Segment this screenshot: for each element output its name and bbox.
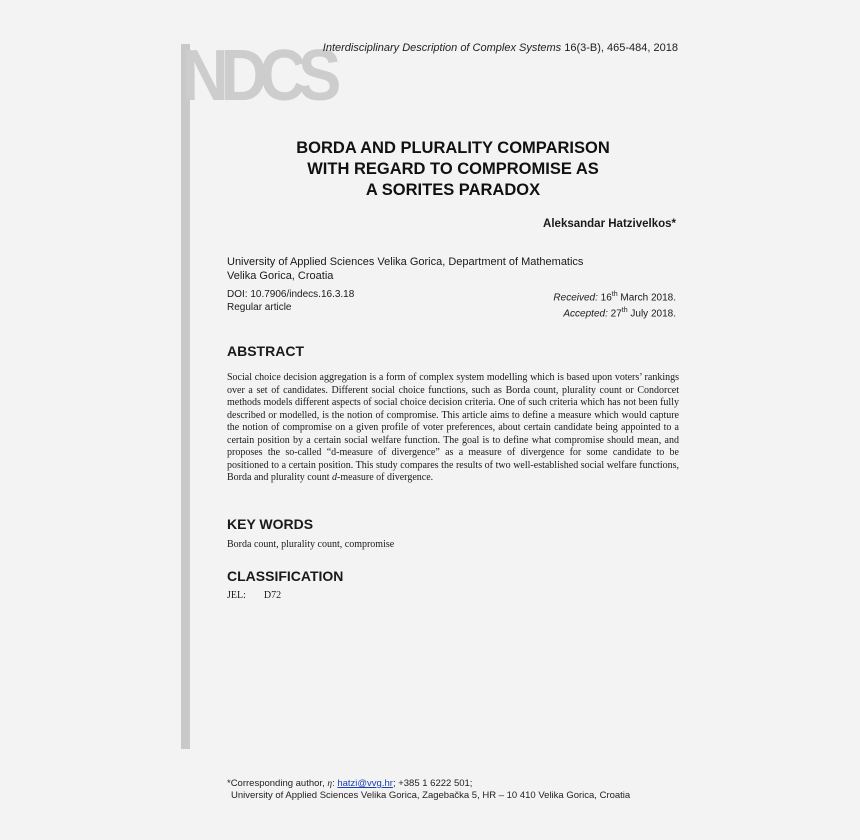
footnote-line-2: University of Applied Sciences Velika Gorica, Zagebačka 5, HR – 10 410 Velika Gorica, Croatia bbox=[231, 790, 631, 801]
abstract-body: Social choice decision aggregation is a form of complex system modelling which is based upon voters’ rankings over a set of candidates. Different social choice functions, such as Borda count, plurality count or Condorcet methods models different aspects of social choice decision criteria. One of such criteria which has not been fully described or modelled, is the notion of compromise. This article aims to define a measure which would capture the notion of compromise on a given profile of voter preferences, about certain candidate being appointed to a certain position by a certain social welfare function. The goal is to define what compromise should mean, and proposes the so-called “d-measure of divergence” as a measure of divergence for some candidate to be positioned to a certain position. This study compares the results of two well-established social welfare functions, Borda and plurality count bbox=[227, 372, 679, 483]
article-dates bbox=[553, 289, 676, 321]
received-day: 16 bbox=[597, 292, 612, 304]
accepted-rest: July 2018. bbox=[627, 308, 676, 320]
author-email-link[interactable]: hatzi@vvg.hr bbox=[337, 778, 393, 789]
footnote-sep: : bbox=[332, 778, 338, 789]
journal-logo: NDCS bbox=[182, 36, 334, 116]
abstract-end: -measure of divergence. bbox=[336, 472, 434, 483]
sidebar-decoration-bar bbox=[181, 44, 190, 749]
affiliation bbox=[227, 256, 583, 283]
jel-code: D72 bbox=[263, 590, 282, 601]
jel-label: JEL: bbox=[227, 590, 246, 601]
received-suffix: th bbox=[611, 291, 618, 298]
accepted-label: Accepted: bbox=[563, 308, 608, 320]
article-type: Regular article bbox=[227, 301, 292, 313]
title-line-1: BORDA AND PLURALITY COMPARISON bbox=[296, 139, 610, 157]
keywords-heading: KEY WORDS bbox=[227, 516, 314, 532]
accepted-suffix: th bbox=[621, 306, 628, 314]
footnote-phone: ; +385 1 6222 501; bbox=[392, 778, 473, 789]
abstract-heading: ABSTRACT bbox=[227, 343, 304, 359]
footnote-prefix: *Corresponding author, bbox=[227, 778, 328, 789]
accepted-day: 27 bbox=[607, 308, 622, 320]
affiliation-line-2: Velika Gorica, Croatia bbox=[227, 269, 334, 282]
footnote-line-1 bbox=[227, 778, 630, 790]
abstract-text bbox=[227, 372, 679, 485]
journal-citation-line bbox=[323, 42, 678, 54]
paper-title bbox=[227, 138, 679, 201]
received-date bbox=[553, 289, 676, 305]
article-meta-left bbox=[227, 289, 354, 314]
jel-classification bbox=[227, 590, 281, 601]
author-name: Aleksandar Hatzivelkos* bbox=[543, 218, 676, 230]
corresponding-author-footnote bbox=[227, 778, 630, 802]
journal-citation: 16(3-B), 465-484, 2018 bbox=[564, 42, 678, 54]
received-label: Received: bbox=[553, 292, 598, 304]
footnote-symbol: η bbox=[327, 779, 333, 789]
abstract-d-symbol: d bbox=[331, 472, 337, 483]
accepted-date bbox=[553, 305, 676, 321]
journal-name: Interdisciplinary Description of Complex Systems bbox=[322, 42, 562, 54]
affiliation-line-1: University of Applied Sciences Velika Gorica, Department of Mathematics bbox=[227, 256, 584, 268]
keywords-text: Borda count, plurality count, compromise bbox=[227, 539, 395, 550]
received-rest: March 2018. bbox=[617, 292, 676, 304]
classification-heading: CLASSIFICATION bbox=[227, 568, 344, 584]
title-line-3: A SORITES PARADOX bbox=[365, 181, 541, 199]
doi: DOI: 10.7906/indecs.16.3.18 bbox=[227, 289, 355, 300]
title-line-2: WITH REGARD TO COMPROMISE AS bbox=[307, 160, 599, 178]
